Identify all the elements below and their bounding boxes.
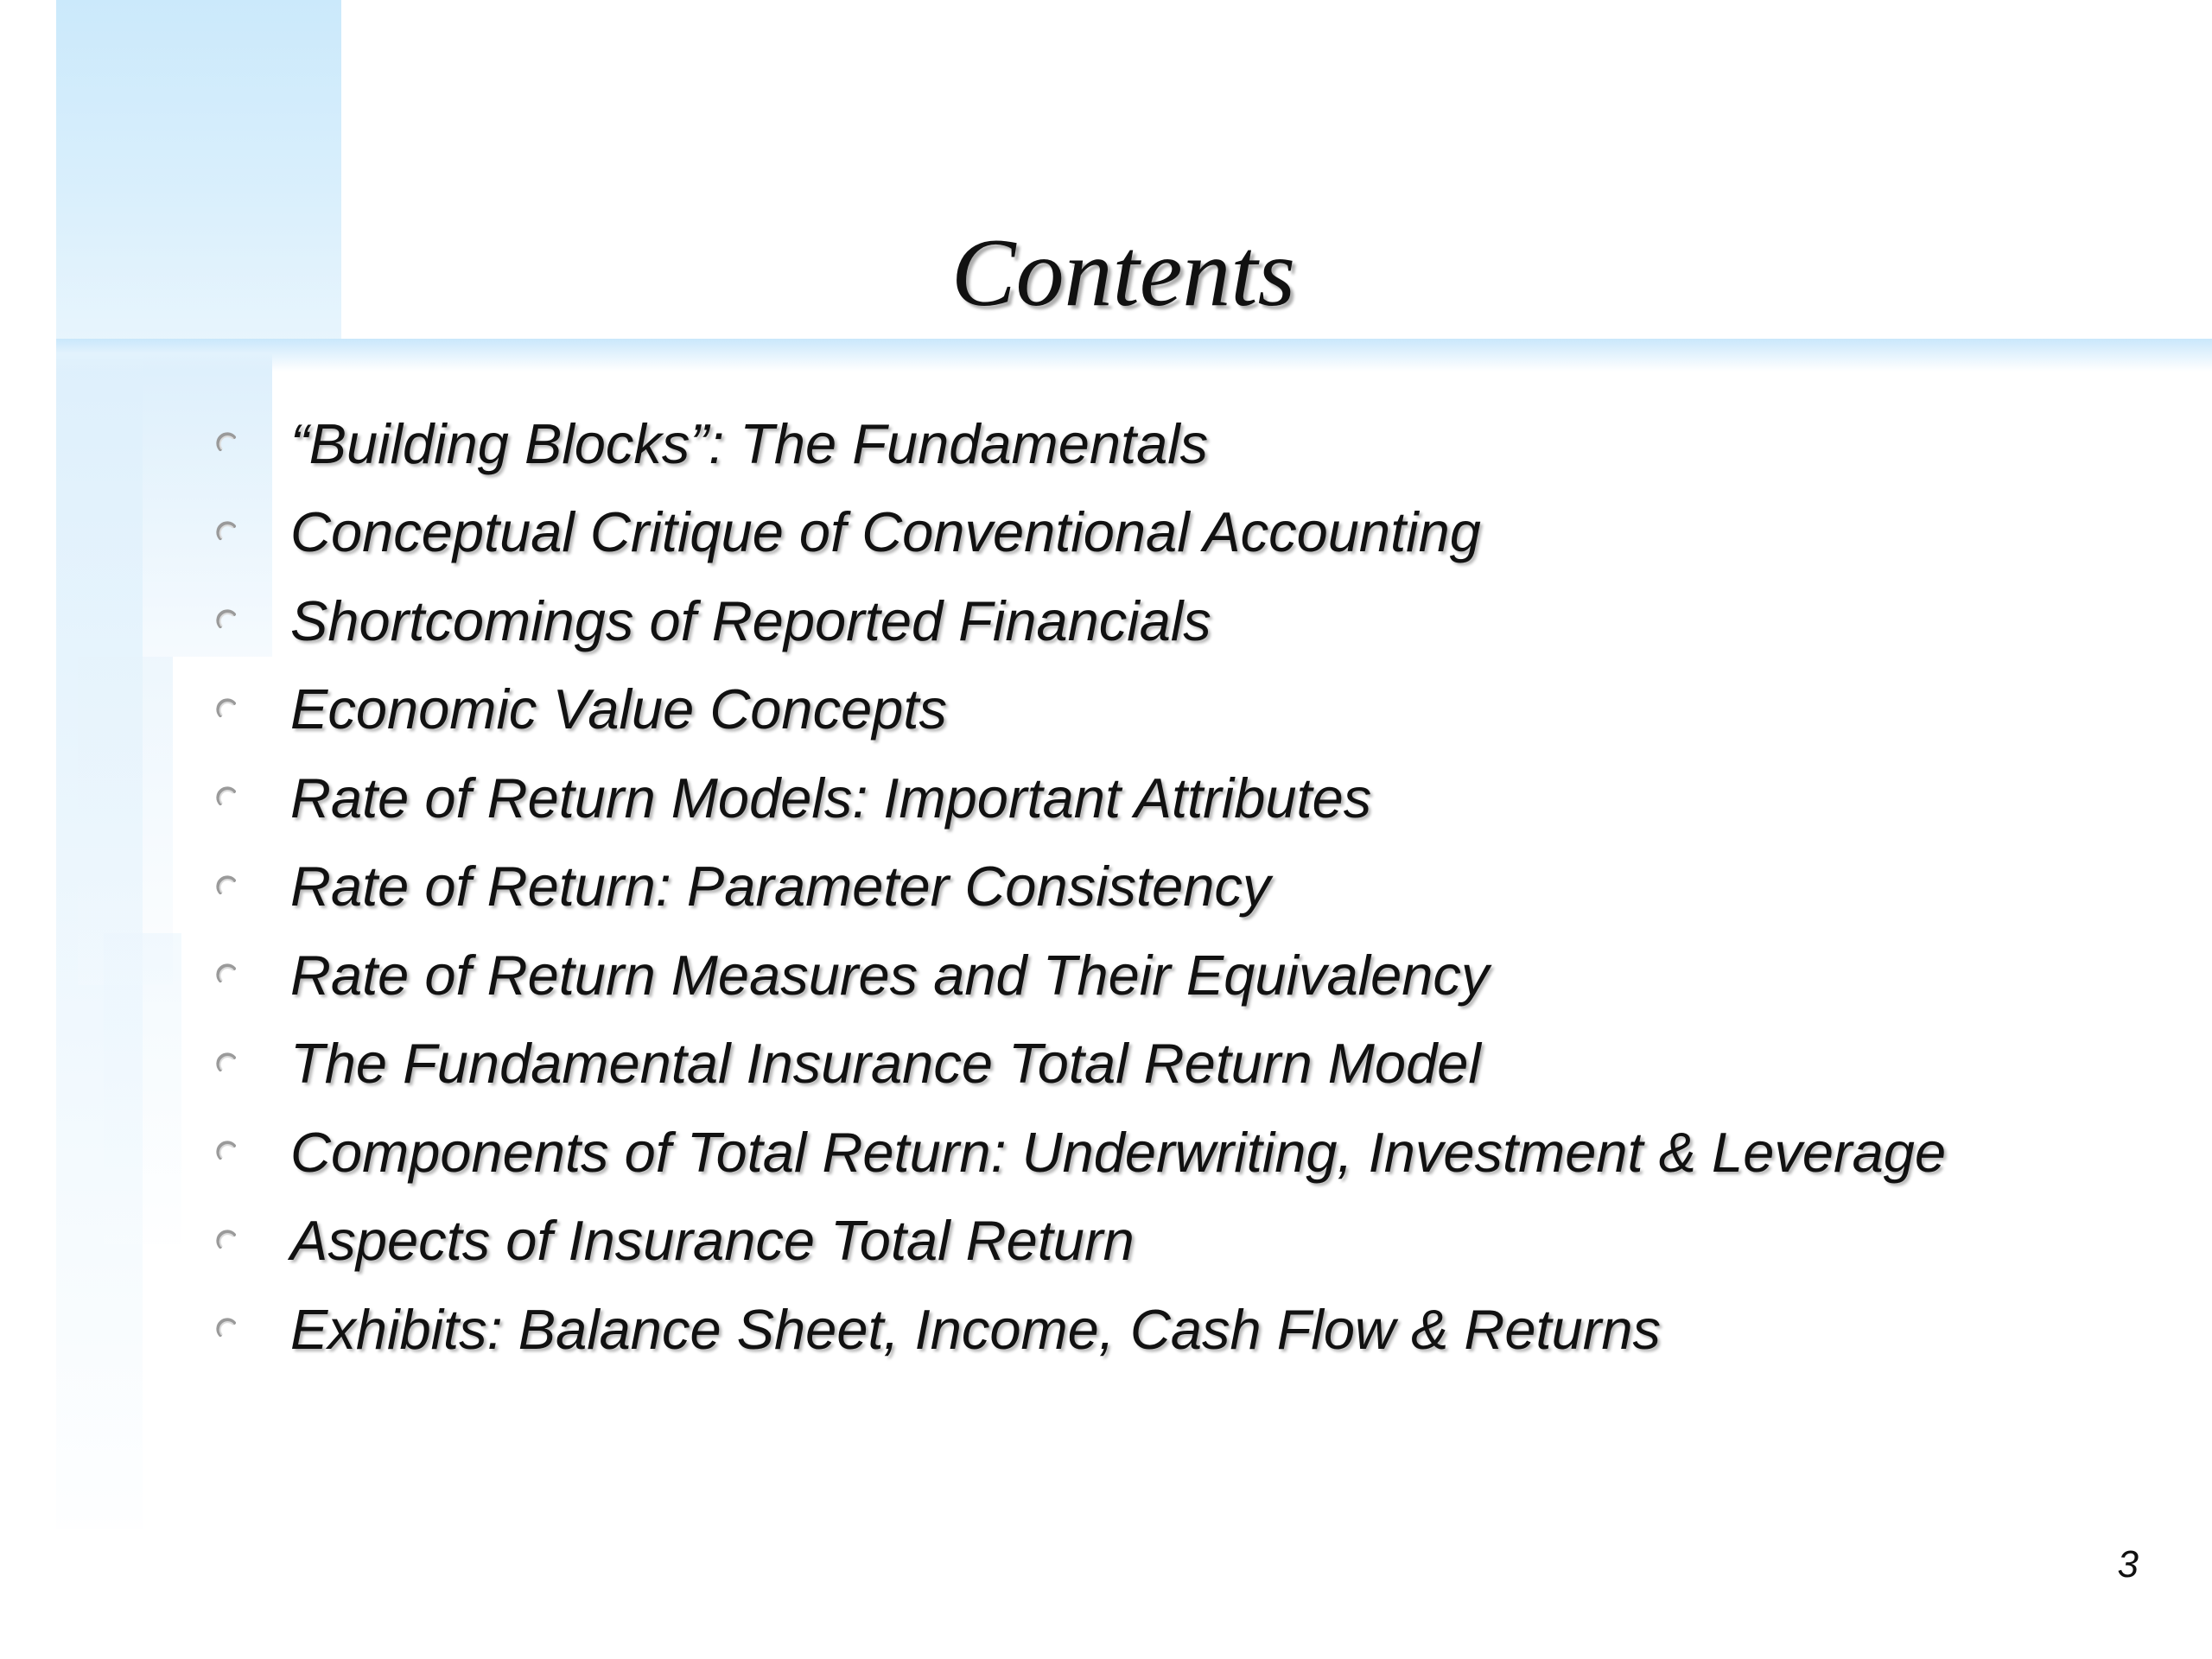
slide-title: Contents [950, 219, 1296, 327]
list-item-text: Shortcomings of Reported Financials [290, 588, 1211, 652]
list-item-text: “Building Blocks”: The Fundamentals [290, 411, 1209, 475]
list-item-text: Aspects of Insurance Total Return [290, 1209, 1135, 1273]
list-item-text: Rate of Return Models: Important Attributes [290, 766, 1372, 830]
circle-bullet-icon [214, 1316, 240, 1342]
circle-bullet-icon [214, 785, 240, 810]
list-item [214, 399, 1946, 488]
circle-bullet-icon [214, 1139, 240, 1165]
list-item [214, 1020, 1946, 1109]
list-item [214, 576, 1946, 665]
list-item [214, 488, 1946, 577]
list-item-text: Components of Total Return: Underwriting, Investment & Leverage [290, 1120, 1947, 1184]
decorative-column [56, 346, 143, 1529]
list-item-text: Rate of Return: Parameter Consistency [290, 855, 1271, 918]
list-item-text: Economic Value Concepts [290, 677, 947, 741]
circle-bullet-icon [214, 696, 240, 722]
circle-bullet-icon [214, 430, 240, 456]
circle-bullet-icon [214, 519, 240, 545]
list-item [214, 842, 1946, 931]
circle-bullet-icon [214, 1228, 240, 1254]
list-item-text: Exhibits: Balance Sheet, Income, Cash Flow & Returns [290, 1297, 1662, 1361]
list-item [214, 1197, 1946, 1286]
decorative-column [78, 657, 173, 985]
list-item [214, 665, 1946, 754]
title-divider-bar [56, 339, 2212, 372]
contents-list [214, 399, 1946, 1374]
circle-bullet-icon [214, 1051, 240, 1077]
circle-bullet-icon [214, 607, 240, 633]
list-item [214, 931, 1946, 1020]
list-item [214, 1285, 1946, 1374]
list-item [214, 753, 1946, 842]
circle-bullet-icon [214, 874, 240, 899]
page-number: 3 [2117, 1543, 2139, 1586]
list-item-text: Conceptual Critique of Conventional Accounting [290, 500, 1481, 564]
decorative-column [104, 933, 181, 1244]
circle-bullet-icon [214, 962, 240, 988]
list-item-text: The Fundamental Insurance Total Return Model [290, 1032, 1481, 1096]
list-item [214, 1108, 1946, 1197]
list-item-text: Rate of Return Measures and Their Equivalency [290, 943, 1490, 1007]
